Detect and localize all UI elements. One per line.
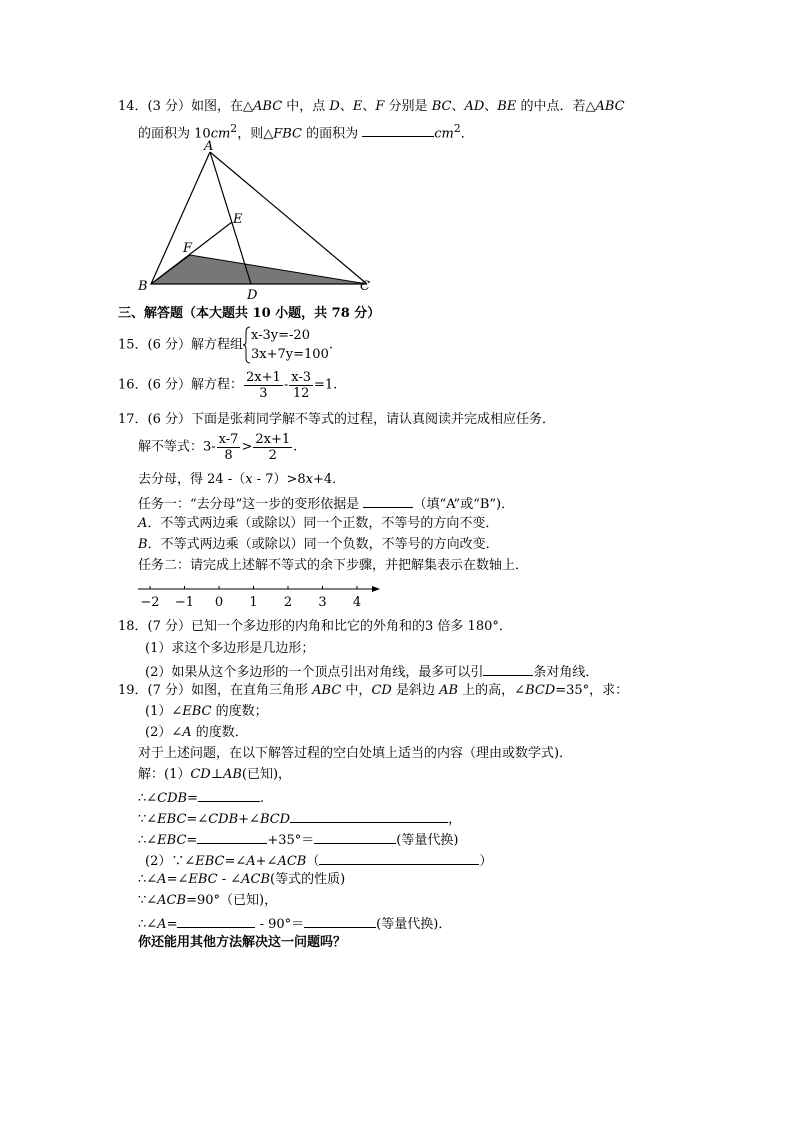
label-b: B bbox=[138, 279, 148, 294]
number-line bbox=[136, 578, 386, 610]
q19-a-blank-1[interactable] bbox=[177, 913, 255, 928]
q19-instruction: 对于上述问题，在以下解答过程的空白处填上适当的内容（理由或数学式)． bbox=[138, 746, 573, 761]
label-f: F bbox=[183, 241, 193, 256]
label-c: C bbox=[360, 279, 370, 294]
q17-task1-blank[interactable] bbox=[363, 493, 413, 508]
q19-a-blank-2[interactable] bbox=[304, 913, 376, 928]
q19-ebc-blank-2[interactable] bbox=[314, 829, 396, 844]
label-a: A bbox=[204, 139, 214, 154]
q19-title: 19．(7 分）如图，在直角三角形 ABC 中，CD 是斜边 AB 上的高，∠BCD=35°，求： bbox=[118, 683, 629, 698]
fraction: $\frac{2x+1}{3}$ bbox=[246, 370, 281, 401]
q17-task2: 任务二：请完成上述解不等式的余下步骤，并把解集表示在数轴上． bbox=[138, 558, 529, 573]
q17-title: 17．(6 分）下面是张莉同学解不等式的过程，请认真阅读并完成相应任务． bbox=[118, 412, 556, 427]
equation-system: x-3y=-20 3x+7y=100 bbox=[251, 328, 329, 362]
section-heading: 三、解答题（本大题共 10 小题，共 78 分） bbox=[118, 306, 381, 321]
fraction: $\frac{2x+1}{2}$ bbox=[255, 432, 291, 463]
axis-tick-label: 3 bbox=[318, 595, 327, 610]
q18-title: 18．(7 分）已知一个多边形的内角和比它的外角和的3 倍多 180°． bbox=[118, 619, 512, 634]
q19-reason-blank-1[interactable] bbox=[290, 808, 448, 823]
q19-cdb-blank[interactable] bbox=[198, 787, 260, 802]
q19-solution-5: (2）∵∠EBC=∠A+∠ACB（ ） bbox=[145, 850, 492, 871]
fraction: $\frac{x-3}{12}$ bbox=[291, 370, 311, 401]
axis-tick-label: 0 bbox=[214, 595, 224, 610]
q19-final-question: 你还能用其他方法解决这一问题吗？ bbox=[138, 935, 347, 950]
q19-part1: (1）∠EBC 的度数； bbox=[145, 704, 268, 719]
q19-solution-7: ∵∠ACB=90°（已知)， bbox=[138, 893, 278, 908]
q17-option-a: A．不等式两边乘（或除以）同一个正数，不等号的方向不变． bbox=[138, 516, 499, 531]
q14-line2: 的面积为 $10cm^2$，则△FBC 的面积为 $cm^2$． bbox=[138, 122, 474, 142]
q18-diagonal-blank[interactable] bbox=[483, 661, 533, 676]
q14-line1: 14．(3 分）如图，在△ABC 中，点 D、E、F 分别是 BC、AD、BE 的中点．若△ABC bbox=[118, 99, 625, 114]
fraction: $\frac{x-7}{8}$ bbox=[218, 432, 239, 463]
q17-step1: 去分母，得 24 -（x - 7）>8x+4． bbox=[138, 472, 346, 487]
q18-part1: (1）求这个多边形是几边形； bbox=[145, 641, 315, 656]
q17-inequality: 解不等式：3- $\frac{x-7}{8}$ > $\frac{2x+1}{2}$ . bbox=[138, 432, 298, 463]
q19-solution-3: ∵∠EBC=∠CDB+∠BCD ， bbox=[138, 808, 461, 829]
q19-part2: (2）∠A 的度数． bbox=[145, 725, 248, 740]
axis-tick-label: 4 bbox=[352, 595, 362, 610]
axis-tick-label: −2 bbox=[140, 595, 160, 610]
axis-tick-label: 1 bbox=[249, 595, 258, 610]
arrow-right-icon bbox=[372, 586, 380, 592]
axis-tick-label: −1 bbox=[174, 595, 195, 610]
q18-part2: (2）如果从这个多边形的一个顶点引出对角线，最多可以引 条对角线． bbox=[145, 661, 598, 682]
brace-icon bbox=[243, 326, 251, 364]
q19-solution-8: ∴∠A= - 90°＝ (等量代换)． bbox=[138, 913, 451, 934]
axis-tick-label: 2 bbox=[283, 595, 293, 610]
q19-solution-4: ∴∠EBC= +35°＝ (等量代换) bbox=[138, 829, 458, 850]
label-e: E bbox=[233, 212, 243, 227]
q15: 15．(6 分）解方程组 x-3y=-20 3x+7y=100 . bbox=[118, 328, 333, 362]
q17-task1: 任务一：“去分母”这一步的变形依据是 （填“A”或“B”)． bbox=[138, 493, 514, 514]
q14-answer-blank[interactable] bbox=[362, 122, 434, 137]
q19-solution-6: ∴∠A=∠EBC - ∠ACB(等式的性质) bbox=[138, 872, 346, 887]
q16: 16．(6 分）解方程： $\frac{2x+1}{3}$ - $\frac{x-3}{12}$ =1. bbox=[118, 370, 338, 401]
q19-solution-2: ∴∠CDB= . bbox=[138, 787, 264, 808]
label-d: D bbox=[247, 288, 258, 303]
q19-reason-blank-2[interactable] bbox=[319, 850, 479, 865]
triangle-figure bbox=[130, 138, 380, 304]
q17-option-b: B．不等式两边乘（或除以）同一个负数，不等号的方向改变． bbox=[138, 537, 499, 552]
q19-solution-1: 解：(1）CD⊥AB(已知)， bbox=[138, 767, 292, 782]
q19-ebc-blank-1[interactable] bbox=[197, 829, 267, 844]
